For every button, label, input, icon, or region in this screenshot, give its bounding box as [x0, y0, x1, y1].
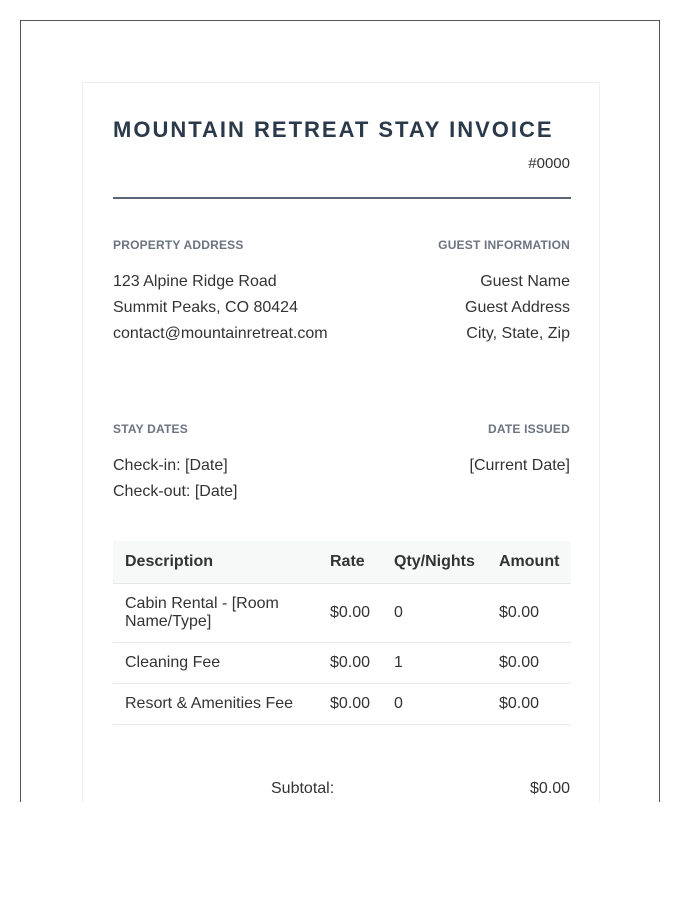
invoice-number: #0000	[528, 155, 570, 172]
line-items-table	[113, 541, 571, 725]
row-description: Cleaning Fee	[113, 643, 318, 684]
check-in-date: Check-in: [Date]	[113, 457, 228, 474]
header-divider	[113, 197, 571, 199]
date-issued-value: [Current Date]	[469, 457, 570, 474]
subtotal-label: Subtotal:	[271, 780, 335, 797]
property-address-line: Summit Peaks, CO 80424	[113, 299, 298, 316]
date-issued-label: DATE ISSUED	[488, 422, 570, 436]
row-qty: 0	[382, 684, 487, 725]
row-amount: $0.00	[487, 684, 571, 725]
row-qty: 0	[382, 584, 487, 643]
guest-city-state-zip: City, State, Zip	[466, 325, 570, 342]
header-description: Description	[113, 541, 318, 584]
invoice-title: MOUNTAIN RETREAT STAY INVOICE	[113, 117, 554, 142]
row-amount: $0.00	[487, 643, 571, 684]
row-amount: $0.00	[487, 584, 571, 643]
guest-address: Guest Address	[465, 299, 570, 316]
header-rate: Rate	[318, 541, 382, 584]
table-header-row	[113, 541, 571, 584]
stay-dates-label: STAY DATES	[113, 422, 188, 436]
subtotal-value: $0.00	[529, 780, 570, 797]
header-amount: Amount	[487, 541, 571, 584]
row-description: Cabin Rental - [Room Name/Type]	[113, 584, 318, 643]
table-row	[113, 684, 571, 725]
property-email: contact@mountainretreat.com	[113, 325, 328, 342]
property-address	[113, 269, 328, 347]
check-out-date: Check-out: [Date]	[113, 483, 238, 500]
row-description: Resort & Amenities Fee	[113, 684, 318, 725]
document-frame	[20, 20, 660, 802]
invoice-card	[82, 82, 600, 802]
row-qty: 1	[382, 643, 487, 684]
property-address-line: 123 Alpine Ridge Road	[113, 273, 277, 290]
stay-dates	[113, 453, 238, 505]
table-row	[113, 643, 571, 684]
property-address-label: PROPERTY ADDRESS	[113, 238, 244, 252]
guest-name: Guest Name	[480, 273, 570, 290]
header-qty-nights: Qty/Nights	[382, 541, 487, 584]
table-row	[113, 584, 571, 643]
guest-information	[465, 269, 570, 347]
row-rate: $0.00	[318, 584, 382, 643]
guest-information-label: GUEST INFORMATION	[438, 238, 570, 252]
row-rate: $0.00	[318, 643, 382, 684]
date-issued	[470, 453, 570, 479]
row-rate: $0.00	[318, 684, 382, 725]
